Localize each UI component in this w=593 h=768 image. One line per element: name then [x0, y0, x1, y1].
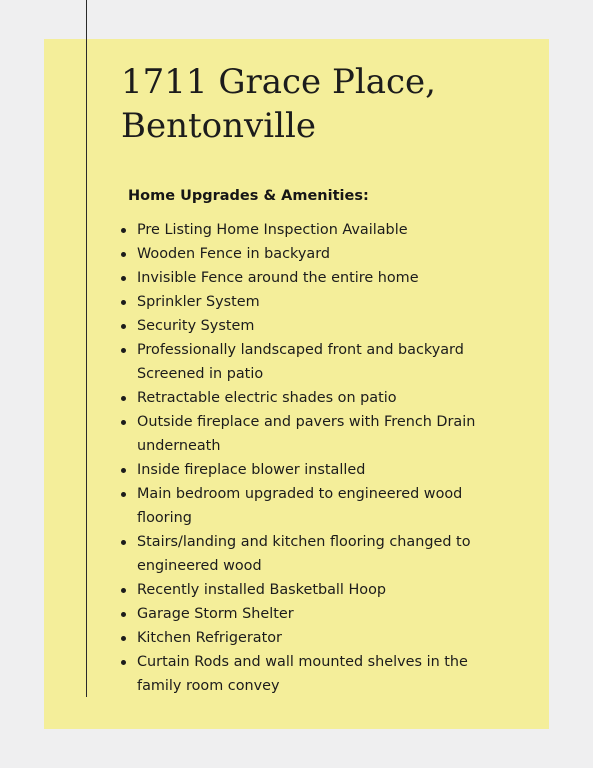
list-item-text: Curtain Rods and wall mounted shelves in the family room convey: [137, 654, 468, 694]
bullet-icon: [121, 420, 126, 425]
property-address: [121, 60, 521, 148]
bullet-icon: [121, 300, 126, 305]
bullet-icon: [121, 324, 126, 329]
list-item: [115, 650, 515, 698]
list-item: [115, 530, 515, 578]
bullet-icon: [121, 612, 126, 617]
list-item-text: Screened in patio: [137, 366, 264, 382]
list-item-text: Kitchen Refrigerator: [137, 630, 282, 646]
list-item-text: Security System: [137, 318, 255, 334]
list-item: [115, 482, 515, 530]
list-item-text: Wooden Fence in backyard: [137, 246, 330, 262]
address-street: 1711 Grace Place,: [121, 62, 436, 102]
amenities-list: [115, 218, 515, 698]
list-item-text: Main bedroom upgraded to engineered wood flooring: [137, 486, 463, 526]
section-heading: Home Upgrades & Amenities:: [128, 188, 369, 204]
vertical-divider: [86, 0, 87, 697]
list-item: [115, 626, 515, 650]
list-item-text: Professionally landscaped front and backyard: [137, 342, 464, 358]
list-item: [115, 578, 515, 602]
list-item: [115, 266, 515, 290]
bullet-icon: [121, 348, 126, 353]
bullet-icon: [121, 468, 126, 473]
list-item: [115, 458, 515, 482]
list-item: [115, 386, 515, 410]
bullet-icon: [121, 540, 126, 545]
bullet-icon: [121, 228, 126, 233]
list-item: [115, 362, 515, 386]
list-item: [115, 242, 515, 266]
list-item-text: Stairs/landing and kitchen flooring changed to engineered wood: [137, 534, 471, 574]
list-item-text: Outside fireplace and pavers with French Drain underneath: [137, 414, 476, 454]
list-item-text: Recently installed Basketball Hoop: [137, 582, 387, 598]
bullet-icon: [121, 276, 126, 281]
list-item: [115, 290, 515, 314]
list-item: [115, 218, 515, 242]
bullet-icon: [121, 396, 126, 401]
list-item-text: Pre Listing Home Inspection Available: [137, 222, 408, 238]
list-item-text: Inside fireplace blower installed: [137, 462, 366, 478]
list-item: [115, 338, 515, 362]
list-item: [115, 314, 515, 338]
list-item-text: Retractable electric shades on patio: [137, 390, 397, 406]
bullet-icon: [121, 588, 126, 593]
bullet-icon: [121, 252, 126, 257]
address-city: Bentonville: [121, 106, 316, 146]
list-item: [115, 602, 515, 626]
list-item-text: Sprinkler System: [137, 294, 260, 310]
bullet-icon: [121, 660, 126, 665]
list-item-text: Garage Storm Shelter: [137, 606, 294, 622]
list-item: [115, 410, 515, 458]
bullet-icon: [121, 492, 126, 497]
list-item-text: Invisible Fence around the entire home: [137, 270, 419, 286]
bullet-icon: [121, 636, 126, 641]
